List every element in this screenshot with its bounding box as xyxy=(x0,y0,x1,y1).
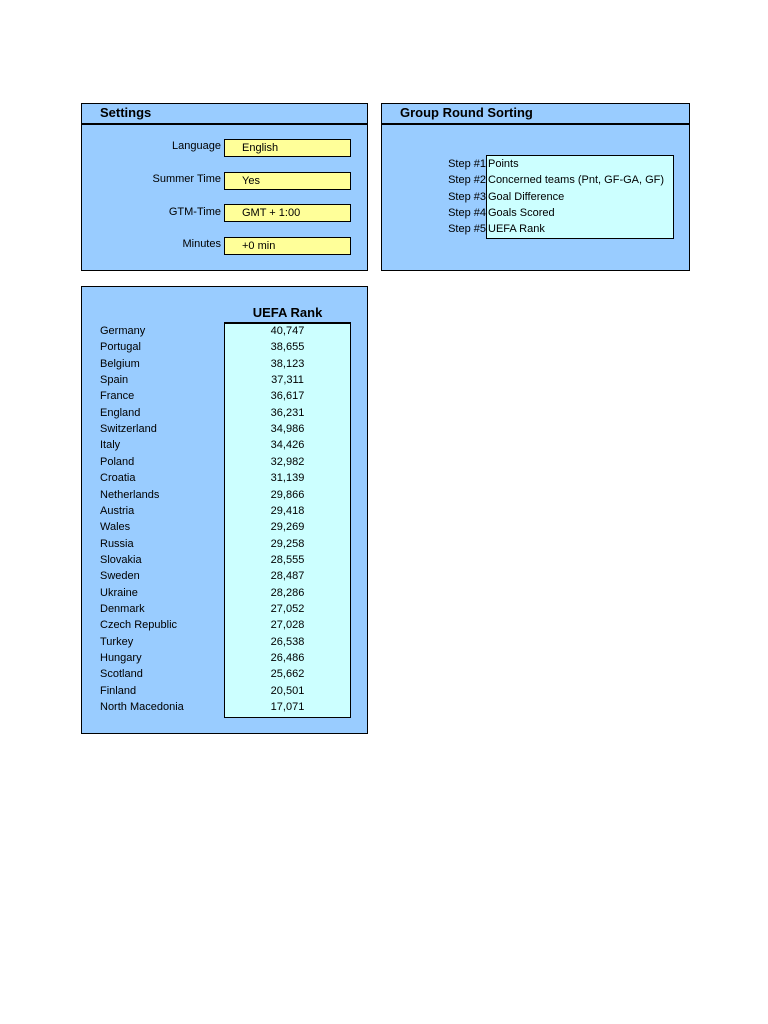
country-name: Czech Republic xyxy=(100,619,178,632)
rank-value[interactable]: 28,555 xyxy=(270,553,305,566)
step-value[interactable]: Goals Scored xyxy=(488,207,555,219)
rank-value[interactable]: 27,028 xyxy=(270,619,305,632)
country-name: Scotland xyxy=(100,668,143,681)
country-name: Spain xyxy=(100,374,129,387)
country-name: Italy xyxy=(100,439,121,452)
country-name: North Macedonia xyxy=(100,701,184,714)
country-name: Germany xyxy=(100,325,146,337)
step-row-1 xyxy=(382,156,682,172)
step-row-4 xyxy=(382,205,682,221)
country-name: Netherlands xyxy=(100,488,160,501)
rank-value[interactable]: 28,286 xyxy=(270,586,305,599)
country-name: Poland xyxy=(100,455,135,468)
country-name: Russia xyxy=(100,537,134,550)
country-name: Turkey xyxy=(100,635,134,648)
country-name: Switzerland xyxy=(100,423,157,436)
gmt-time-label: GTM-Time xyxy=(168,206,221,218)
rank-value[interactable]: 36,231 xyxy=(270,406,305,419)
group-sorting-title: Group Round Sorting xyxy=(400,105,533,120)
step-number: Step #4 xyxy=(448,207,486,219)
uefa-rank-panel xyxy=(81,286,368,734)
uefa-rank-header: UEFA Rank xyxy=(252,305,323,320)
step-number: Step #2 xyxy=(448,174,486,186)
rank-value[interactable]: 29,269 xyxy=(270,521,305,534)
rank-value[interactable]: 20,501 xyxy=(270,684,305,697)
rank-value[interactable]: 29,418 xyxy=(270,504,305,517)
settings-header xyxy=(82,104,367,125)
country-name: Wales xyxy=(100,521,131,534)
country-name: Ukraine xyxy=(100,586,138,599)
rank-value[interactable]: 32,982 xyxy=(270,455,305,468)
rank-value[interactable]: 29,866 xyxy=(270,488,305,501)
country-name: Portugal xyxy=(100,341,141,354)
uefa-rank-values-box xyxy=(224,322,351,718)
country-name: Sweden xyxy=(100,570,140,583)
step-value[interactable]: Concerned teams (Pnt, GF-GA, GF) xyxy=(488,174,665,186)
rank-value[interactable]: 36,617 xyxy=(270,390,305,403)
country-name: Belgium xyxy=(100,357,140,370)
country-name: England xyxy=(100,406,141,419)
step-number: Step #5 xyxy=(448,223,486,235)
summer-time-label: Summer Time xyxy=(152,173,221,185)
rank-value[interactable]: 31,139 xyxy=(270,472,305,485)
country-name: France xyxy=(100,390,135,403)
rank-value[interactable]: 40,747 xyxy=(270,325,305,337)
rank-value[interactable]: 25,662 xyxy=(270,668,305,681)
step-row-2 xyxy=(382,172,682,188)
rank-value[interactable]: 26,486 xyxy=(270,652,305,664)
country-name: Hungary xyxy=(100,652,142,664)
rank-value[interactable]: 34,426 xyxy=(270,439,305,452)
country-name: Austria xyxy=(100,504,135,517)
minutes-field[interactable]: +0 min xyxy=(224,237,351,255)
rank-value[interactable]: 27,052 xyxy=(270,602,305,615)
rank-value[interactable]: 17,071 xyxy=(270,701,305,714)
country-name: Finland xyxy=(100,684,137,697)
settings-panel xyxy=(81,103,368,271)
step-value[interactable]: UEFA Rank xyxy=(488,223,545,235)
minutes-label: Minutes xyxy=(182,238,221,250)
rank-value[interactable]: 26,538 xyxy=(270,635,305,648)
step-value[interactable]: Goal Difference xyxy=(488,191,565,203)
step-row-5 xyxy=(382,221,682,237)
country-name: Slovakia xyxy=(100,553,142,566)
country-name: Denmark xyxy=(100,602,145,615)
group-sorting-header xyxy=(382,104,689,125)
language-field[interactable]: English xyxy=(224,139,351,157)
step-row-3 xyxy=(382,189,682,205)
step-number: Step #3 xyxy=(448,191,486,203)
group-sorting-panel xyxy=(381,103,690,271)
rank-value[interactable]: 37,311 xyxy=(271,374,304,387)
rank-value[interactable]: 38,123 xyxy=(270,357,305,370)
step-number: Step #1 xyxy=(448,158,486,170)
summer-time-field[interactable]: Yes xyxy=(224,172,351,190)
rank-value[interactable]: 38,655 xyxy=(270,341,305,354)
language-label: Language xyxy=(172,140,221,152)
gmt-time-field[interactable]: GMT + 1:00 xyxy=(224,204,351,222)
step-value[interactable]: Points xyxy=(488,158,519,170)
country-name: Croatia xyxy=(100,472,136,485)
settings-title: Settings xyxy=(100,105,152,120)
rank-value[interactable]: 28,487 xyxy=(270,570,305,583)
rank-value[interactable]: 29,258 xyxy=(270,537,305,550)
rank-value[interactable]: 34,986 xyxy=(270,423,305,436)
